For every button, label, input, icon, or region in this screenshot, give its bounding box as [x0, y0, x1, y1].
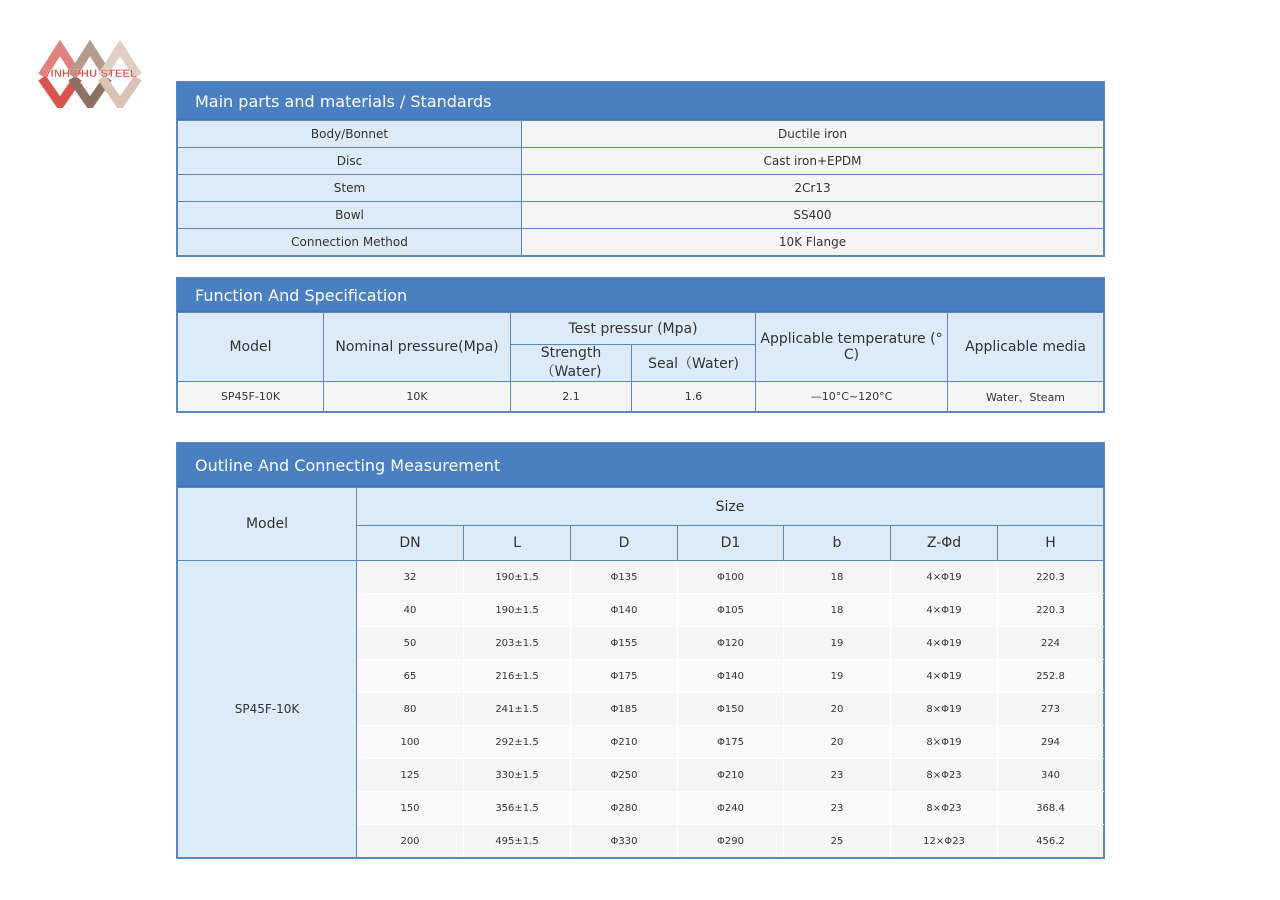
outline-cell: 190±1.5: [464, 594, 571, 627]
outline-cell: 220.3: [998, 594, 1104, 627]
outline-cell: 23: [784, 792, 891, 825]
outline-cell: Φ250: [571, 759, 678, 792]
outline-cell: 4×Φ19: [891, 660, 998, 693]
outline-cell: 4×Φ19: [891, 561, 998, 594]
spec-strength: 2.1: [511, 382, 632, 412]
spec-media: Water、Steam: [948, 382, 1104, 412]
material-value: Ductile iron: [522, 121, 1104, 148]
outline-cell: 203±1.5: [464, 627, 571, 660]
outline-cell: 216±1.5: [464, 660, 571, 693]
outline-cell: 356±1.5: [464, 792, 571, 825]
material-value: 10K Flange: [522, 229, 1104, 256]
spec-temp: —10°C~120°C: [756, 382, 948, 412]
spec-title: Function And Specification: [177, 278, 1104, 312]
outline-col-header: Z-Φd: [891, 526, 998, 561]
outline-cell: Φ105: [678, 594, 784, 627]
outline-cell: Φ175: [571, 660, 678, 693]
outline-cell: 40: [357, 594, 464, 627]
outline-cell: Φ185: [571, 693, 678, 726]
spec-model: SP45F-10K: [178, 382, 324, 412]
outline-cell: Φ240: [678, 792, 784, 825]
material-part: Connection Method: [178, 229, 522, 256]
outline-panel: [176, 442, 1105, 859]
outline-cell: 20: [784, 693, 891, 726]
spec-table: [177, 312, 1104, 412]
outline-col-header: D: [571, 526, 678, 561]
outline-cell: 32: [357, 561, 464, 594]
material-value: 2Cr13: [522, 175, 1104, 202]
materials-table: [177, 120, 1104, 256]
outline-cell: 19: [784, 627, 891, 660]
spec-nominal: 10K: [324, 382, 511, 412]
spec-row: [178, 382, 1104, 412]
outline-cell: 4×Φ19: [891, 594, 998, 627]
outline-col-header: b: [784, 526, 891, 561]
outline-cell: 100: [357, 726, 464, 759]
outline-cell: 50: [357, 627, 464, 660]
outline-cell: 241±1.5: [464, 693, 571, 726]
outline-header-model: Model: [178, 488, 357, 561]
outline-cell: 220.3: [998, 561, 1104, 594]
outline-cell: 80: [357, 693, 464, 726]
outline-cell: Φ135: [571, 561, 678, 594]
outline-cell: Φ330: [571, 825, 678, 858]
outline-cell: 456.2: [998, 825, 1104, 858]
outline-header-size: Size: [357, 488, 1104, 526]
outline-col-header: L: [464, 526, 571, 561]
spec-header-model: Model: [178, 313, 324, 382]
outline-model: SP45F-10K: [178, 561, 357, 858]
outline-cell: Φ140: [571, 594, 678, 627]
outline-cell: Φ100: [678, 561, 784, 594]
outline-col-header: D1: [678, 526, 784, 561]
table-row: [178, 561, 1104, 594]
outline-cell: Φ140: [678, 660, 784, 693]
outline-cell: 12×Φ23: [891, 825, 998, 858]
outline-cell: 65: [357, 660, 464, 693]
materials-row: [178, 175, 1104, 202]
outline-cell: 330±1.5: [464, 759, 571, 792]
materials-row: [178, 148, 1104, 175]
spec-panel: [176, 277, 1105, 413]
materials-row: [178, 229, 1104, 256]
outline-cell: 18: [784, 561, 891, 594]
outline-cell: Φ155: [571, 627, 678, 660]
materials-title: Main parts and materials / Standards: [177, 82, 1104, 120]
spec-seal: 1.6: [632, 382, 756, 412]
outline-cell: Φ210: [678, 759, 784, 792]
outline-cell: Φ150: [678, 693, 784, 726]
outline-cell: 252.8: [998, 660, 1104, 693]
outline-cell: 224: [998, 627, 1104, 660]
outline-cell: 340: [998, 759, 1104, 792]
outline-cell: 150: [357, 792, 464, 825]
outline-cell: Φ175: [678, 726, 784, 759]
outline-cell: 8×Φ23: [891, 759, 998, 792]
outline-cell: 19: [784, 660, 891, 693]
outline-cell: 20: [784, 726, 891, 759]
outline-cell: 125: [357, 759, 464, 792]
spec-header-temp: Applicable temperature (° C): [756, 313, 948, 382]
material-value: SS400: [522, 202, 1104, 229]
spec-header-media: Applicable media: [948, 313, 1104, 382]
outline-cell: 25: [784, 825, 891, 858]
outline-cell: 4×Φ19: [891, 627, 998, 660]
material-part: Body/Bonnet: [178, 121, 522, 148]
spec-header-seal: Seal（Water): [632, 345, 756, 382]
outline-cell: 8×Φ19: [891, 693, 998, 726]
outline-cell: 8×Φ19: [891, 726, 998, 759]
outline-cell: 23: [784, 759, 891, 792]
outline-cell: Φ120: [678, 627, 784, 660]
material-part: Disc: [178, 148, 522, 175]
logo-text: VINH PHU STEEL: [43, 68, 137, 80]
spec-header-test: Test pressur (Mpa): [511, 313, 756, 345]
spec-header-nominal: Nominal pressure(Mpa): [324, 313, 511, 382]
outline-cell: 8×Φ23: [891, 792, 998, 825]
outline-col-header: DN: [357, 526, 464, 561]
outline-col-header: H: [998, 526, 1104, 561]
outline-table: [177, 487, 1104, 858]
outline-cell: 18: [784, 594, 891, 627]
outline-cell: Φ290: [678, 825, 784, 858]
outline-cell: 273: [998, 693, 1104, 726]
brand-logo: [36, 40, 144, 108]
outline-cell: Φ280: [571, 792, 678, 825]
outline-cell: 294: [998, 726, 1104, 759]
material-part: Bowl: [178, 202, 522, 229]
materials-panel: [176, 81, 1105, 257]
outline-cell: 292±1.5: [464, 726, 571, 759]
material-part: Stem: [178, 175, 522, 202]
outline-title: Outline And Connecting Measurement: [177, 443, 1104, 487]
materials-row: [178, 202, 1104, 229]
outline-cell: 200: [357, 825, 464, 858]
outline-cell: 495±1.5: [464, 825, 571, 858]
outline-cell: Φ210: [571, 726, 678, 759]
outline-cell: 190±1.5: [464, 561, 571, 594]
materials-row: [178, 121, 1104, 148]
material-value: Cast iron+EPDM: [522, 148, 1104, 175]
spec-header-strength: Strength（Water): [511, 345, 632, 382]
outline-cell: 368.4: [998, 792, 1104, 825]
